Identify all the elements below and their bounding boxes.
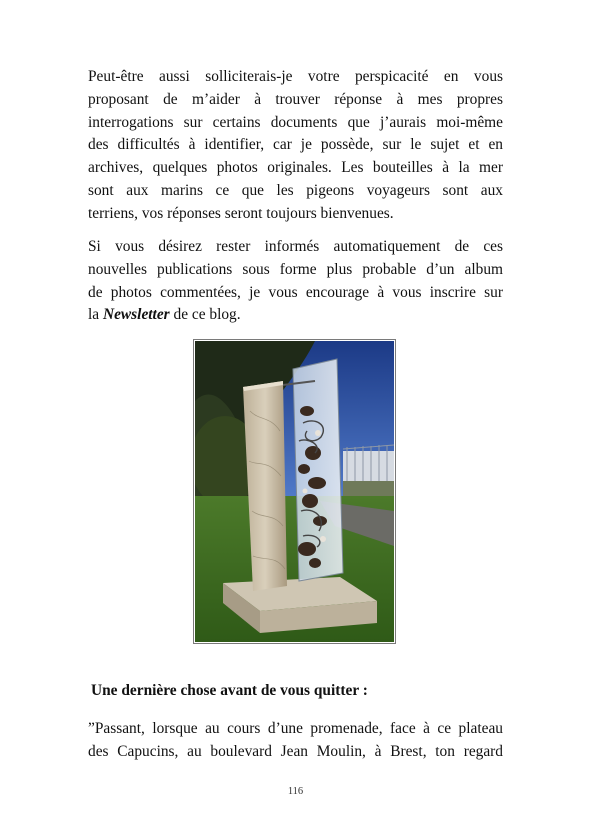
sculpture-photo-image [195,341,394,642]
text-line: de photos commentées, je vous encourage à vous inscrire sur [88,283,503,301]
text-line: des difficultés à identifier, car je possède, sur le sujet et en [88,136,503,154]
text-line: archives, quelques photos originales. Les bouteilles à la mer [88,159,503,177]
text-line: Si vous désirez rester informés automatiquement de ces [88,238,503,255]
text-line: des Capucins, au boulevard Jean Moulin, à Brest, ton regard [88,742,503,760]
newsletter-emphasis: Newsletter [102,306,170,324]
text-line: terriens, vos réponses seront toujours bienvenues. [88,204,394,222]
text-fragment: de ce blog. [169,306,241,324]
paragraph-intro [88,66,503,226]
text-fragment: la [88,306,103,324]
text-line: nouvelles publications sous forme plus probable d’un album [88,260,503,278]
page-number: 116 [287,786,304,797]
sculpture-photo [193,339,396,644]
text-line: proposant de m’aider à trouver réponse à mes propres [88,90,503,108]
text-line: sont aux marins ce que les pigeons voyageurs sont aux [88,181,503,199]
section-heading: Une dernière chose avant de vous quitter : [91,682,368,699]
paragraph-closing [88,718,503,764]
text-line: Peut-être aussi solliciterais-je votre perspicacité en vous [88,68,503,85]
paragraph-newsletter [88,236,503,327]
text-line: interrogations sur certains documents que j’aurais moi-même [88,113,503,131]
text-line [88,304,503,327]
text-line: ”Passant, lorsque au cours d’une promenade, face à ce plateau [88,720,503,737]
